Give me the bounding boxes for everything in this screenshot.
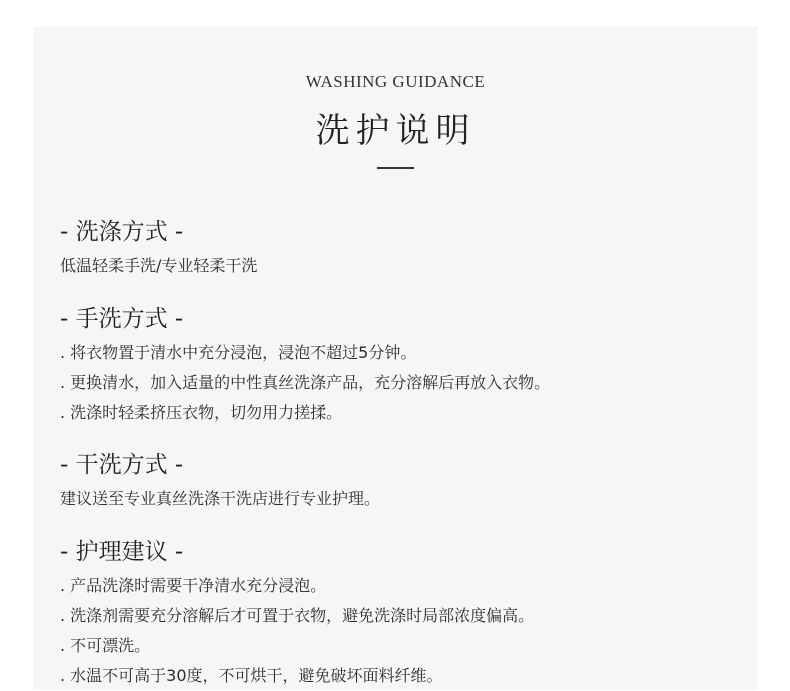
page-title: 洗护说明 bbox=[315, 111, 476, 151]
section-line: . 洗涤时轻柔挤压衣物，切勿用力搓揉。 bbox=[60, 403, 343, 422]
section-title: - 手洗方式 - bbox=[60, 306, 184, 332]
section-line: . 洗涤剂需要充分溶解后才可置于衣物，避免洗涤时局部浓度偏高。 bbox=[60, 606, 535, 625]
section-line: . 不可漂洗。 bbox=[60, 636, 151, 655]
section-line: . 更换清水，加入适量的中性真丝洗涤产品，充分溶解后再放入衣物。 bbox=[60, 373, 551, 392]
section-washing-method bbox=[60, 217, 257, 281]
care-panel bbox=[33, 27, 758, 690]
section-title: - 干洗方式 - bbox=[60, 452, 184, 478]
section-care-tips bbox=[60, 537, 534, 691]
section-title: - 洗涤方式 - bbox=[60, 219, 184, 245]
title-divider bbox=[377, 167, 414, 169]
section-dry-clean bbox=[60, 450, 380, 514]
section-line: . 产品洗涤时需要干净清水充分浸泡。 bbox=[60, 576, 327, 595]
section-line: . 水温不可高于30度，不可烘干，避免破坏面料纤维。 bbox=[60, 666, 443, 685]
section-line: 建议送至专业真丝洗涤干洗店进行专业护理。 bbox=[60, 489, 381, 508]
section-line: 低温轻柔手洗/专业轻柔干洗 bbox=[60, 256, 258, 275]
section-line: . 将衣物置于清水中充分浸泡，浸泡不超过5分钟。 bbox=[60, 343, 417, 362]
section-title: - 护理建议 - bbox=[60, 539, 184, 565]
section-hand-wash bbox=[60, 304, 550, 428]
eyebrow-heading: WASHING GUIDANCE bbox=[305, 72, 486, 91]
